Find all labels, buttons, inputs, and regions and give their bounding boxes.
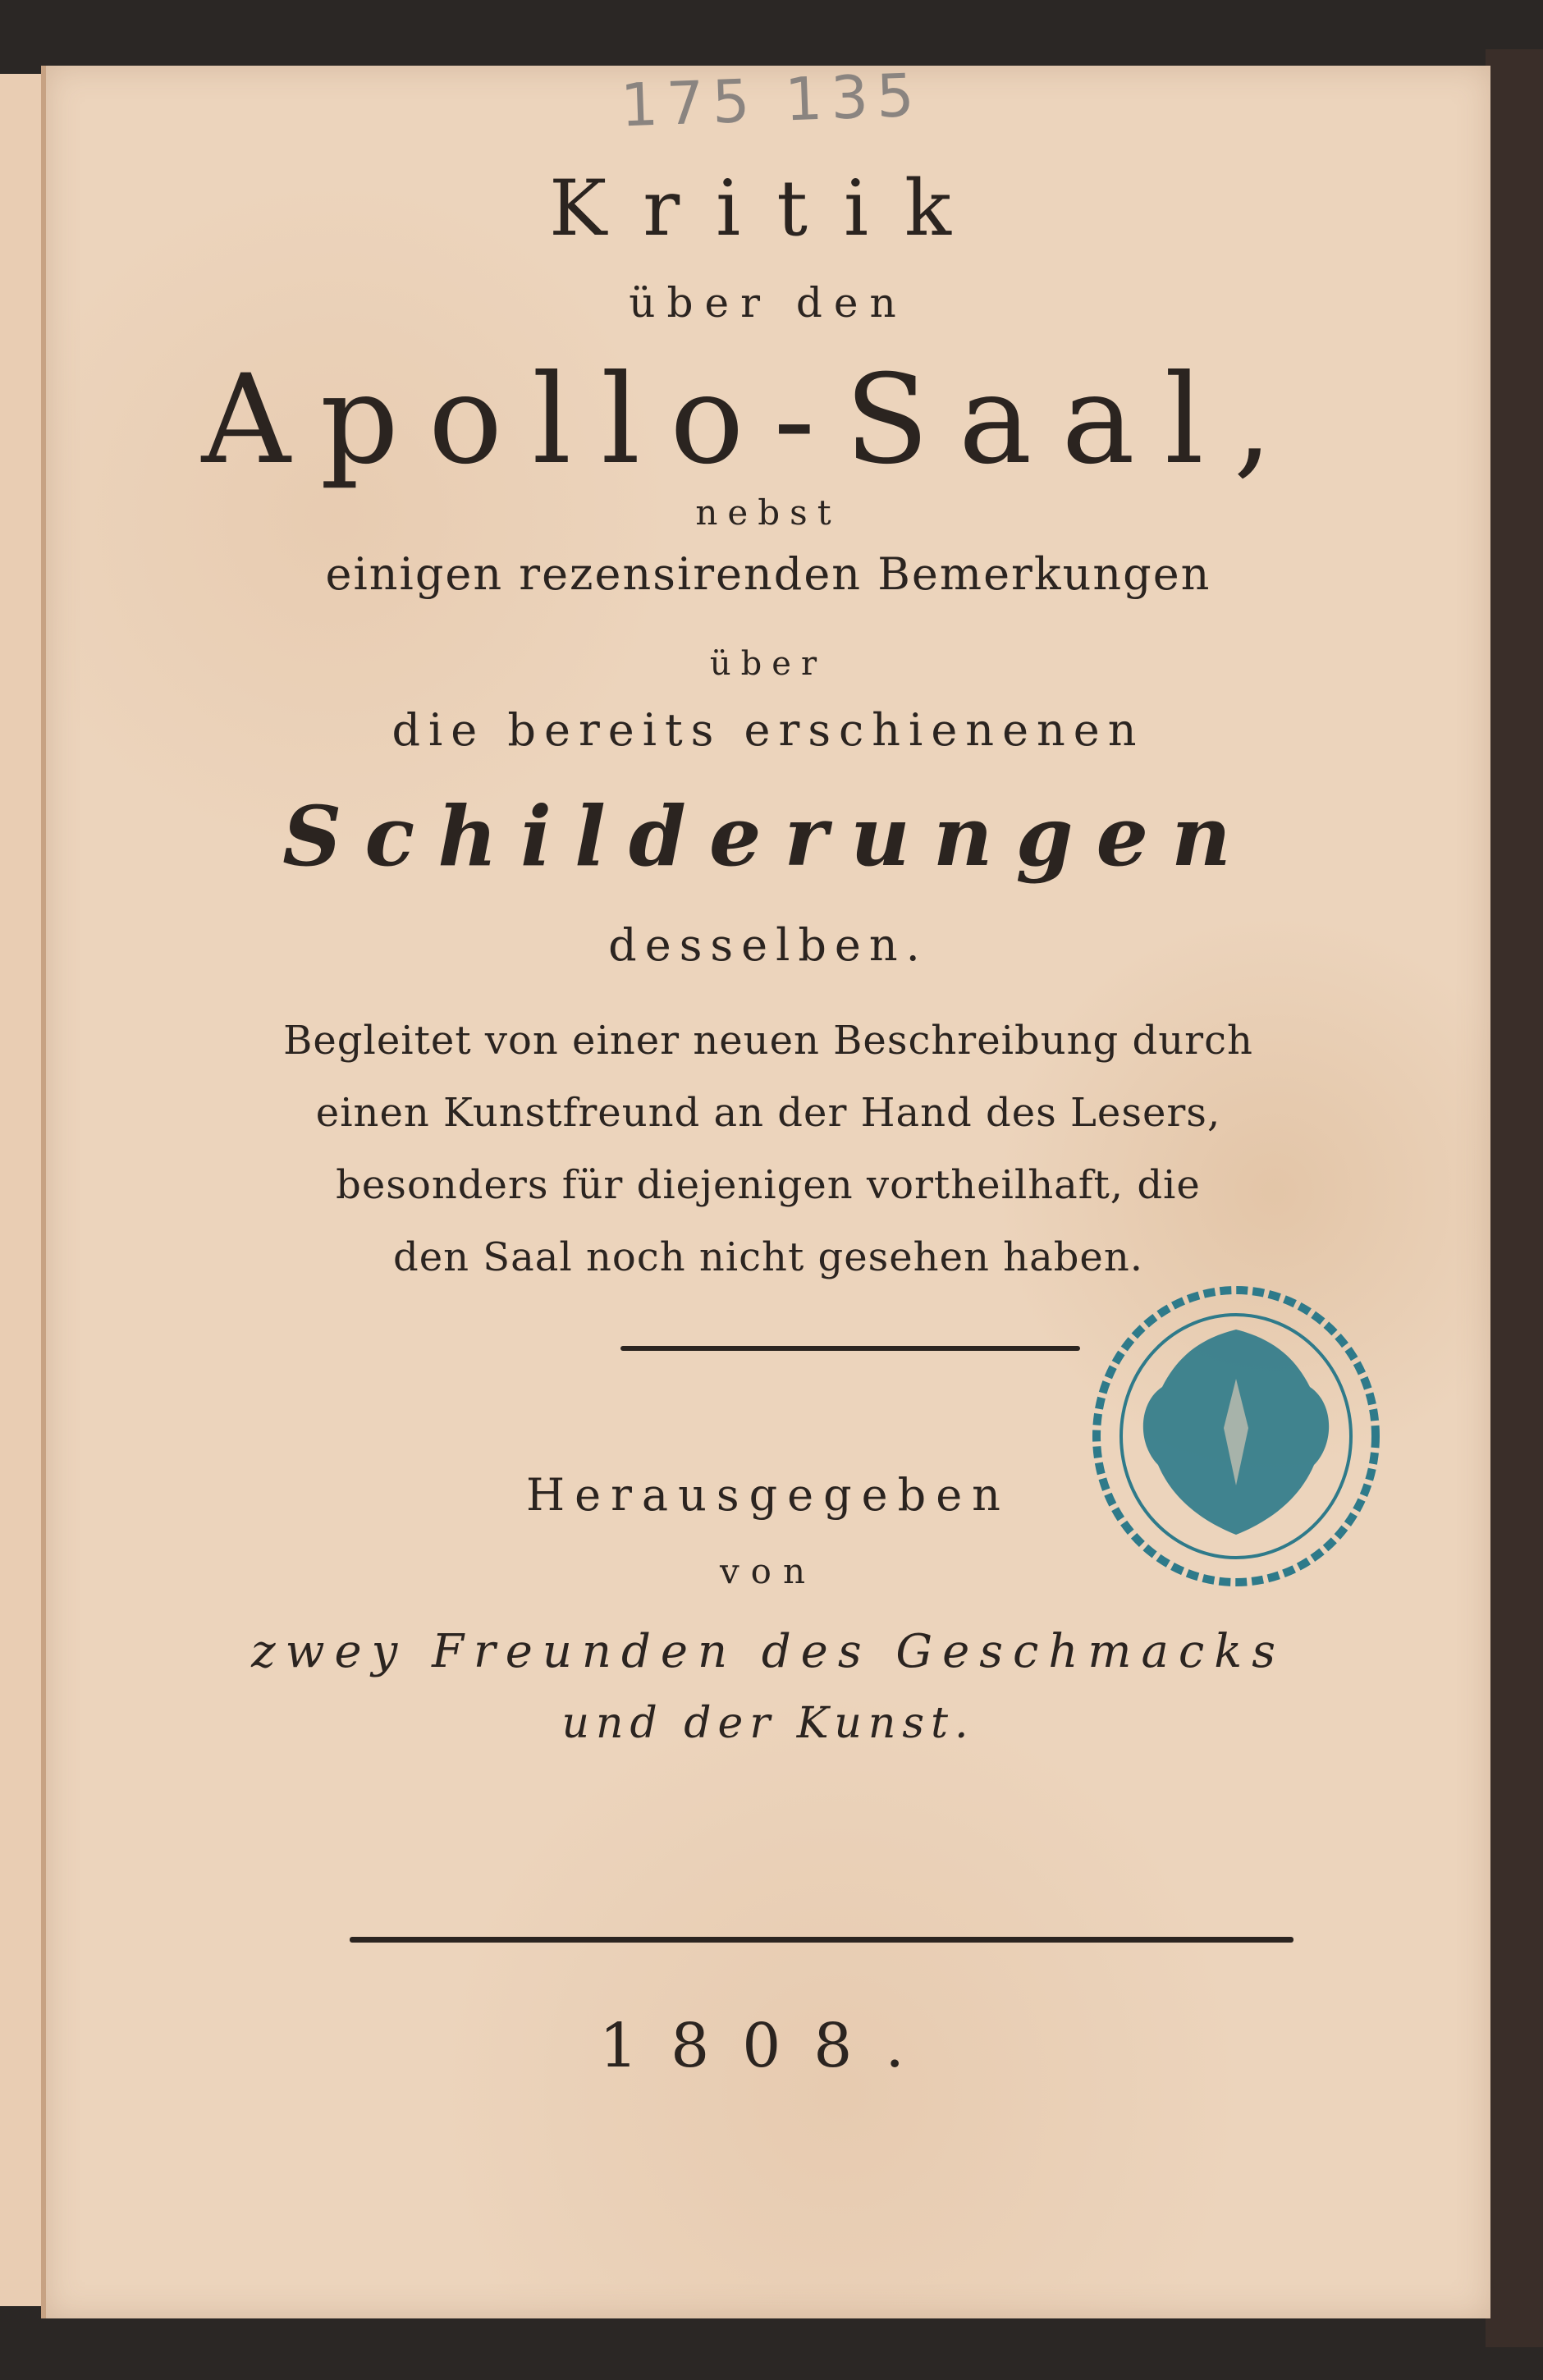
publication-year: 1808. [599,2011,937,2081]
imprint-line-4: und der Kunst. [561,1699,975,1748]
divider-rule-bottom [350,1937,1293,1943]
title-line-9: desselben. [608,919,928,971]
book-spine [1486,49,1543,2347]
title-line-8: Schilderungen [282,788,1254,885]
subtitle-line-4: den Saal noch nicht gesehen haben. [392,1234,1143,1280]
imprint-line-1: Herausgegeben [526,1469,1010,1521]
imprint-line-2: von [719,1551,817,1591]
title-page [41,60,1490,2318]
title-line-5: einigen rezensirenden Bemerkungen [325,548,1211,600]
title-line-7: die bereits erschienenen [391,704,1145,756]
title-line-3: Apollo-Saal, [201,349,1303,492]
imprint-line-3: zwey Freunden des Geschmacks [251,1625,1285,1678]
title-line-4: nebst [695,492,841,533]
subtitle-line-1: Begleitet von einer neuen Beschreibung durch [283,1018,1253,1064]
title-line-1: Kritik [548,164,988,254]
subtitle-line-3: besonders für diejenigen vortheilhaft, die [336,1162,1201,1208]
library-stamp-icon [1088,1280,1384,1592]
title-line-2: über den [629,279,908,327]
manuscript-mark: 175 135 [619,60,924,140]
divider-rule [620,1346,1080,1351]
subtitle-line-2: einen Kunstfreund an der Hand des Lesers, [315,1090,1221,1136]
title-line-6: über [709,645,827,683]
